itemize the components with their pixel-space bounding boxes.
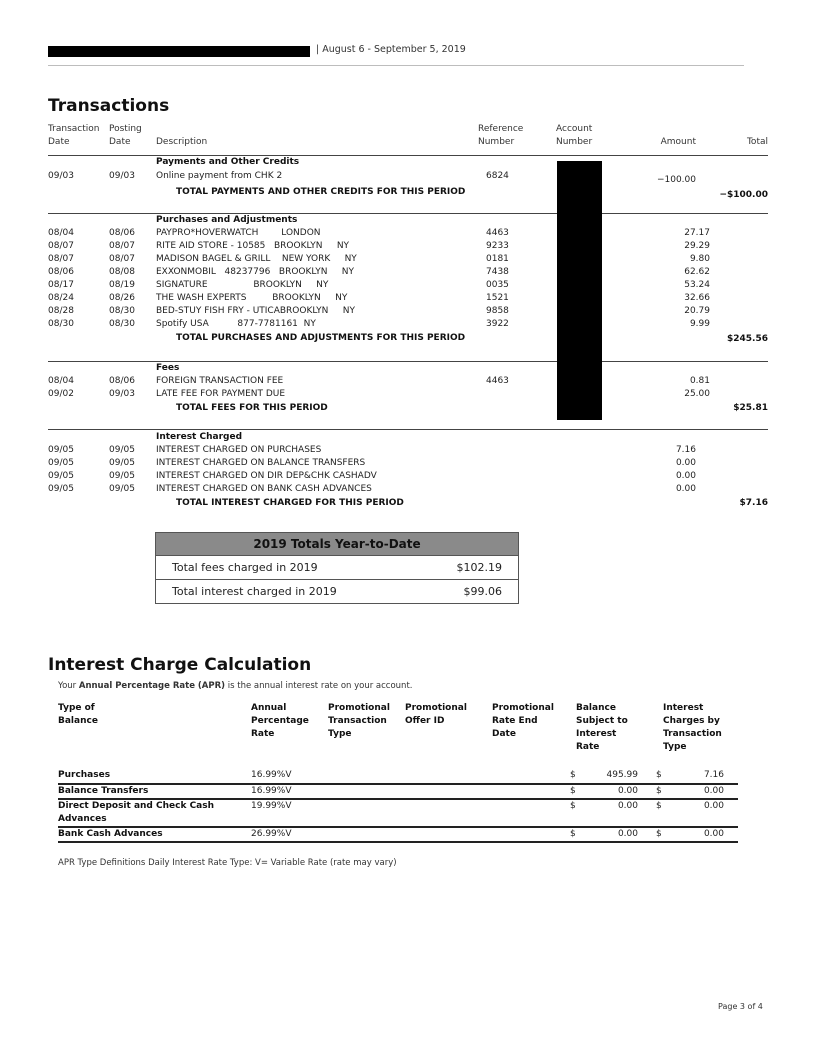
transaction-row [0, 375, 816, 388]
currency: $ [656, 770, 662, 780]
reference-number: 1521 [486, 293, 509, 303]
apr: 19.99%V [251, 801, 292, 811]
reference-number: 4463 [486, 376, 509, 386]
subtitle-text: Your [58, 681, 79, 691]
col-label: Promotional [405, 703, 467, 713]
transaction-row [0, 227, 816, 240]
balance-subject: 0.00 [617, 786, 638, 796]
apr: 16.99%V [251, 786, 292, 796]
ytd-row-fees [156, 556, 518, 579]
fees-rows [0, 375, 816, 401]
section-divider [48, 429, 768, 430]
col-label: Promotional [328, 703, 390, 713]
ytd-label: Total fees charged in 2019 [172, 561, 318, 574]
transaction-row [0, 457, 816, 470]
description: INTEREST CHARGED ON PURCHASES [156, 445, 322, 455]
col-label: Number [478, 137, 515, 147]
section-total-value: $7.16 [739, 498, 768, 508]
transaction-date: 08/07 [48, 241, 74, 251]
transaction-date: 08/24 [48, 293, 74, 303]
subtitle-bold: Annual Percentage Rate (APR) [78, 681, 226, 691]
col-label: Transaction [328, 716, 387, 726]
statement-period: | August 6 - September 5, 2019 [316, 44, 466, 55]
description: BED-STUY FISH FRY - UTICABROOKLYN NY [156, 306, 355, 316]
col-label: Reference [478, 124, 524, 134]
posting-date: 08/06 [109, 376, 135, 386]
balance-subject: 0.00 [617, 829, 638, 839]
transaction-row [0, 483, 816, 496]
interest-charges: 0.00 [703, 786, 724, 796]
ytd-label: Total interest charged in 2019 [172, 585, 337, 598]
amount: 62.62 [684, 267, 710, 277]
col-label: Date [48, 137, 70, 147]
transaction-date: 09/05 [48, 471, 74, 481]
col-amount: Amount [660, 137, 696, 147]
icc-row-bank-cash-advances [0, 828, 816, 841]
icc-col-balance [576, 702, 628, 754]
currency: $ [656, 829, 662, 839]
section-heading-interest: Interest Charged [156, 432, 243, 442]
description: FOREIGN TRANSACTION FEE [156, 376, 284, 386]
section-total-label: TOTAL PAYMENTS AND OTHER CREDITS FOR THIS PERIOD [176, 187, 466, 197]
amount: 7.16 [675, 445, 696, 455]
ytd-value: $99.06 [463, 585, 502, 598]
transaction-date: 08/06 [48, 267, 74, 277]
icc-col-apr [251, 702, 309, 741]
transaction-row [0, 388, 816, 401]
currency: $ [570, 829, 576, 839]
reference-number: 7438 [486, 267, 509, 277]
col-transaction-date [48, 123, 100, 149]
col-total: Total [746, 137, 768, 147]
transactions-title: Transactions [48, 96, 170, 116]
reference-number: 0181 [486, 254, 509, 264]
interest-charges: 0.00 [703, 829, 724, 839]
transaction-date: 08/04 [48, 228, 74, 238]
amount: 0.81 [689, 376, 710, 386]
apr: 16.99%V [251, 770, 292, 780]
amount: 25.00 [684, 389, 710, 399]
col-label: Date [492, 729, 516, 739]
posting-date: 09/05 [109, 458, 135, 468]
description: LATE FEE FOR PAYMENT DUE [156, 389, 286, 399]
description: Spotify USA 877-7781161 NY [156, 319, 316, 329]
description: EXXONMOBIL 48237796 BROOKLYN NY [156, 267, 355, 277]
section-heading-payments: Payments and Other Credits [156, 157, 300, 167]
section-heading-purchases: Purchases and Adjustments [156, 215, 298, 225]
transaction-row [0, 279, 816, 292]
description: INTEREST CHARGED ON BANK CASH ADVANCES [156, 484, 372, 494]
col-label: Posting [109, 124, 142, 134]
transaction-date: 09/05 [48, 445, 74, 455]
posting-date: 09/03 [109, 171, 135, 181]
interest-calc-title: Interest Charge Calculation [48, 655, 312, 675]
interest-charges: 7.16 [703, 770, 724, 780]
section-total-label: TOTAL PURCHASES AND ADJUSTMENTS FOR THIS PERIOD [176, 333, 466, 343]
col-label: Type of [58, 703, 95, 713]
posting-date: 08/30 [109, 306, 135, 316]
transaction-row [0, 266, 816, 279]
icc-col-type [58, 702, 98, 728]
currency: $ [570, 770, 576, 780]
section-total-label: TOTAL FEES FOR THIS PERIOD [176, 403, 328, 413]
posting-date: 08/26 [109, 293, 135, 303]
amount: 53.24 [684, 280, 710, 290]
section-heading-fees: Fees [156, 363, 180, 373]
col-label: Interest [663, 703, 704, 713]
col-label: Transaction [663, 729, 722, 739]
col-label: Account [556, 124, 593, 134]
col-label: Subject to [576, 716, 628, 726]
transaction-row [0, 444, 816, 457]
posting-date: 08/19 [109, 280, 135, 290]
transaction-row [0, 318, 816, 331]
ytd-row-interest [156, 579, 518, 603]
currency: $ [570, 786, 576, 796]
reference-number: 6824 [486, 171, 509, 181]
apr-type-definitions: APR Type Definitions Daily Interest Rate Type: V= Variable Rate (rate may vary) [58, 858, 397, 868]
amount: 20.79 [684, 306, 710, 316]
transaction-date: 09/05 [48, 484, 74, 494]
header-divider [48, 65, 744, 66]
col-label: Type [663, 742, 687, 752]
description: THE WASH EXPERTS BROOKLYN NY [156, 293, 348, 303]
col-posting-date [109, 123, 142, 149]
balance-subject: 495.99 [606, 770, 638, 780]
transaction-row [0, 305, 816, 318]
amount: 32.66 [684, 293, 710, 303]
balance-type: Direct Deposit and Check Cash Advances [58, 801, 215, 824]
row-divider [58, 841, 738, 843]
col-label: Rate [251, 729, 275, 739]
reference-number: 3922 [486, 319, 509, 329]
currency: $ [656, 801, 662, 811]
reference-number: 0035 [486, 280, 509, 290]
ytd-totals-box [155, 532, 519, 604]
transaction-row [0, 170, 816, 183]
col-label: Date [109, 137, 131, 147]
icc-row-direct-deposit [0, 800, 816, 826]
ytd-value: $102.19 [456, 561, 502, 574]
col-label: Balance [576, 703, 616, 713]
transaction-row [0, 292, 816, 305]
amount: 27.17 [684, 228, 710, 238]
col-account-number [556, 123, 592, 149]
posting-date: 08/07 [109, 254, 135, 264]
section-total-value: −$100.00 [719, 190, 768, 200]
col-reference-number [478, 123, 523, 149]
col-label: Rate End [492, 716, 538, 726]
col-label: Charges by [663, 716, 720, 726]
icc-row-balance-transfers [0, 785, 816, 798]
currency: $ [656, 786, 662, 796]
section-total-label: TOTAL INTEREST CHARGED FOR THIS PERIOD [176, 498, 404, 508]
col-label: Annual [251, 703, 287, 713]
reference-number: 9233 [486, 241, 509, 251]
transaction-row [0, 470, 816, 483]
description: MADISON BAGEL & GRILL NEW YORK NY [156, 254, 357, 264]
col-label: Offer ID [405, 716, 445, 726]
balance-type: Balance Transfers [58, 786, 149, 796]
col-label: Rate [576, 742, 600, 752]
interest-calc-subtitle [58, 681, 412, 691]
posting-date: 09/03 [109, 389, 135, 399]
amount: 0.00 [675, 471, 696, 481]
amount: 9.80 [689, 254, 710, 264]
icc-col-charges [663, 702, 722, 754]
balance-type: Bank Cash Advances [58, 829, 163, 839]
page-number: Page 3 of 4 [718, 1002, 763, 1011]
redacted-account-name [48, 46, 310, 57]
col-label: Transaction [48, 124, 100, 134]
purchases-rows [0, 227, 816, 331]
transaction-date: 08/04 [48, 376, 74, 386]
amount: 9.99 [689, 319, 710, 329]
amount: 0.00 [675, 458, 696, 468]
subtitle-text: is the annual interest rate on your account. [225, 681, 413, 691]
description: PAYPRO*HOVERWATCH LONDON [156, 228, 321, 238]
transaction-date: 08/30 [48, 319, 74, 329]
balance-type: Purchases [58, 770, 111, 780]
transaction-date: 08/17 [48, 280, 74, 290]
apr: 26.99%V [251, 829, 292, 839]
amount: 29.29 [684, 241, 710, 251]
transaction-date: 09/02 [48, 389, 74, 399]
reference-number: 9858 [486, 306, 509, 316]
amount: 0.00 [675, 484, 696, 494]
icc-col-promo-offer-id [405, 702, 467, 728]
description: RITE AID STORE - 10585 BROOKLYN NY [156, 241, 350, 251]
posting-date: 09/05 [109, 471, 135, 481]
posting-date: 08/06 [109, 228, 135, 238]
col-description: Description [156, 137, 208, 147]
posting-date: 08/08 [109, 267, 135, 277]
redacted-account-number [557, 161, 602, 420]
balance-subject: 0.00 [617, 801, 638, 811]
ytd-title: 2019 Totals Year-to-Date [156, 533, 518, 556]
transaction-date: 09/05 [48, 458, 74, 468]
description: INTEREST CHARGED ON DIR DEP&CHK CASHADV [156, 471, 377, 481]
interest-rows [0, 444, 816, 496]
reference-number: 4463 [486, 228, 509, 238]
transaction-date: 08/28 [48, 306, 74, 316]
icc-col-promo-end-date [492, 702, 554, 741]
col-label: Type [328, 729, 352, 739]
posting-date: 09/05 [109, 484, 135, 494]
currency: $ [570, 801, 576, 811]
transaction-row [0, 253, 816, 266]
posting-date: 08/07 [109, 241, 135, 251]
col-label: Balance [58, 716, 98, 726]
col-label: Percentage [251, 716, 309, 726]
section-total-value: $25.81 [733, 403, 768, 413]
col-label: Interest [576, 729, 617, 739]
interest-charges: 0.00 [703, 801, 724, 811]
transaction-date: 09/03 [48, 171, 74, 181]
posting-date: 08/30 [109, 319, 135, 329]
description: Online payment from CHK 2 [156, 171, 283, 181]
section-total-value: $245.56 [727, 334, 768, 344]
description: SIGNATURE BROOKLYN NY [156, 280, 329, 290]
icc-row-purchases [0, 769, 816, 782]
transaction-date: 08/07 [48, 254, 74, 264]
col-label: Number [556, 137, 593, 147]
transaction-row [0, 240, 816, 253]
description: INTEREST CHARGED ON BALANCE TRANSFERS [156, 458, 366, 468]
amount: −100.00 [656, 175, 696, 185]
icc-col-promo-type [328, 702, 390, 741]
posting-date: 09/05 [109, 445, 135, 455]
col-label: Promotional [492, 703, 554, 713]
